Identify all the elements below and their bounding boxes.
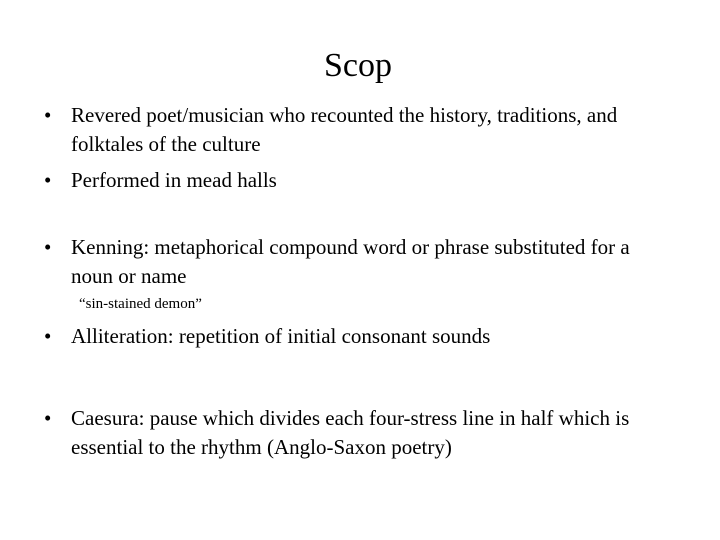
bullet-item-alliteration [44, 322, 674, 351]
bullet-icon: • [44, 168, 52, 192]
bullet-item-scop-definition [44, 101, 674, 159]
bullet-text: Performed in mead halls [71, 168, 277, 192]
slide-title [0, 44, 720, 88]
bullet-text: Alliteration: repetition of initial consonant sounds [71, 324, 491, 348]
bullet-icon: • [44, 406, 52, 430]
bullet-item-caesura [44, 404, 674, 462]
bullet-text: Caesura: pause which divides each four-stress line in half which is essential to the rhythm (Anglo-Saxon poetry) [71, 406, 630, 459]
bullet-icon: • [44, 324, 52, 348]
bullet-icon: • [44, 235, 52, 259]
bullet-text: Kenning: metaphorical compound word or phrase substituted for a noun or name [71, 235, 630, 288]
bullet-icon: • [44, 103, 52, 127]
slide-title-text: Scop [324, 47, 392, 84]
kenning-example: “sin-stained demon” [79, 296, 202, 312]
bullet-item-mead-halls [44, 166, 674, 195]
bullet-item-kenning [44, 233, 674, 291]
bullet-text: Revered poet/musician who recounted the history, traditions, and folktales of the culture [71, 103, 618, 156]
